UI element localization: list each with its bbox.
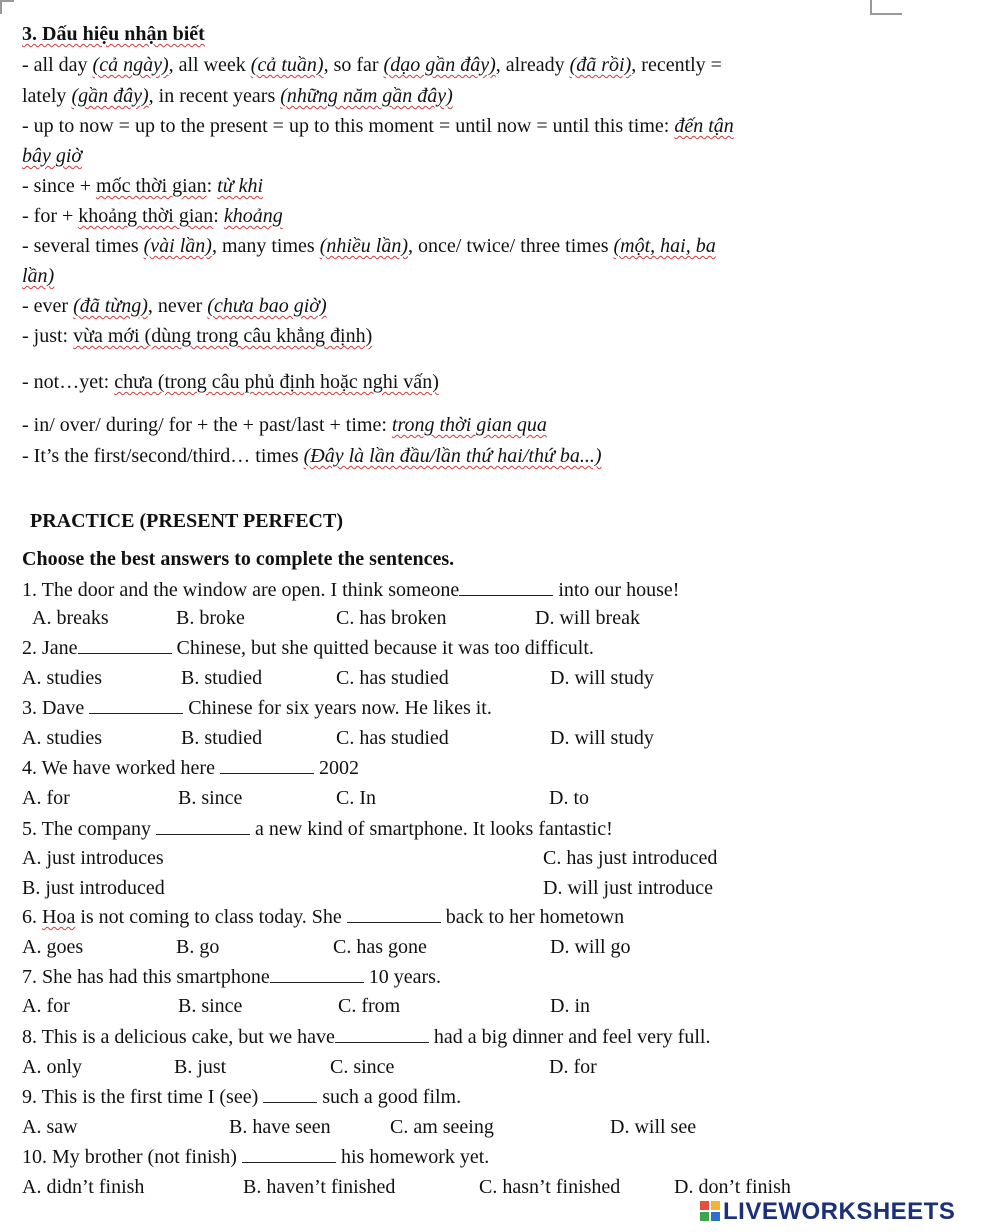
option-d[interactable]: D. for [549,1056,597,1078]
text: lately [22,85,72,107]
translation: (đã rồi) [569,54,632,76]
page-corner-right-top [870,13,902,15]
translation: vừa mới (dùng trong câu khẳng định) [73,325,373,347]
translation: khoảng [223,205,283,227]
option-d[interactable]: D. will study [550,667,654,689]
option-b[interactable]: B. haven’t finished [243,1176,396,1198]
term: mốc thời gian [96,175,207,197]
option-d[interactable]: D. will study [550,727,654,749]
heading-text: 3. Dấu hiệu nhận biết [22,23,205,45]
question-7 [22,965,441,989]
option-c[interactable]: C. has just introduced [543,847,718,869]
question-text: had a big dinner and feel very full. [428,1026,711,1048]
signal-line-11 [22,370,439,394]
question-text: 8. This is a delicious cake, but we have [22,1026,335,1048]
term: khoảng thời gian [78,205,214,227]
text: , already [495,54,570,76]
option-d[interactable]: D. in [550,995,590,1017]
translation: (Đây là lần đầu/lần thứ hai/thứ ba...) [303,445,602,467]
translation: bây giờ [22,145,83,167]
translation: (cả tuần) [250,54,324,76]
question-5 [22,817,613,841]
liveworksheets-logo [700,1198,992,1228]
option-a[interactable]: A. for [22,995,70,1017]
text: : [213,205,224,227]
answer-blank[interactable] [347,906,441,923]
text: , all week [168,54,251,76]
text: - not…yet: [22,371,115,393]
option-d[interactable]: D. will go [550,936,631,958]
question-text: 10. My brother (not finish) [22,1146,242,1168]
text: , recently = [631,54,722,76]
text: , so far [323,54,384,76]
option-d[interactable]: D. will see [610,1116,697,1138]
answer-blank[interactable] [270,966,364,983]
answer-blank[interactable] [89,697,183,714]
option-c[interactable]: C. has studied [336,667,449,689]
translation: (những năm gần đây) [280,85,453,107]
text: - just: [22,325,74,347]
answer-blank[interactable] [335,1026,429,1043]
question-text: 7. She has had this smartphone [22,966,270,988]
option-d[interactable]: D. don’t finish [674,1176,791,1198]
signal-line-7 [22,234,716,258]
option-b[interactable]: B. just [174,1056,227,1078]
text: , many times [211,235,320,257]
question-text: 5. The company [22,818,157,840]
question-text: 6. [22,906,42,928]
option-c[interactable]: C. In [336,787,376,809]
option-c[interactable]: C. has gone [333,936,427,958]
signal-line-3 [22,114,734,138]
answer-blank[interactable] [78,637,172,654]
text: - in/ over/ during/ for + the + past/last + time: [22,414,392,436]
liveworksheets-icon [700,1201,720,1221]
option-c[interactable]: C. from [338,995,401,1017]
option-a[interactable]: A. for [22,787,70,809]
question-text: Chinese for six years now. He likes it. [183,697,492,719]
translation: từ khi [217,175,264,197]
signal-line-1 [22,53,722,77]
text: - since + [22,175,97,197]
question-text: 2002 [313,757,359,779]
text: - It’s the first/second/third… times [22,445,304,467]
option-a[interactable]: A. didn’t finish [22,1176,145,1198]
translation: (một, hai, ba [613,235,716,257]
question-8 [22,1025,710,1049]
option-c[interactable]: C. am seeing [390,1116,494,1138]
question-text: a new kind of smartphone. It looks fantastic! [250,818,613,840]
translation: (nhiều lần) [319,235,409,257]
text: - up to now = up to the present = up to this moment = until now = until this time: [22,115,675,137]
text: - all day [22,54,93,76]
page-corner-left-top [0,0,14,2]
translation: (chưa bao giờ) [207,295,327,317]
page-corner-left [0,0,2,14]
logo-text: LIVEWORKSHEETS [723,1198,956,1225]
text: - for + [22,205,79,227]
option-d[interactable]: D. will just introduce [543,877,713,899]
translation: chưa (trong câu phủ định hoặc nghi vấn) [114,371,439,393]
text: - ever [22,295,74,317]
option-c[interactable]: C. has broken [336,607,447,629]
signal-line-10 [22,324,372,348]
question-text: 2. Jane [22,637,78,659]
question-text: 4. We have worked here [22,757,220,779]
option-d[interactable]: D. to [549,787,589,809]
option-d[interactable]: D. will break [535,607,640,629]
signal-line-5 [22,174,263,198]
question-text: into our house! [553,579,680,601]
translation: lần) [22,265,55,287]
translation: (cả ngày) [92,54,169,76]
signal-line-2 [22,84,453,108]
text: , never [147,295,208,317]
option-b[interactable]: B. broke [176,607,245,629]
signal-line-6 [22,204,283,228]
question-1 [22,578,679,602]
question-text: his homework yet. [335,1146,490,1168]
option-a[interactable]: A. only [22,1056,82,1078]
text: , in recent years [148,85,281,107]
answer-blank[interactable] [242,1146,336,1163]
option-a[interactable]: A. studies [22,667,102,689]
instruction: Choose the best answers to complete the sentences. [22,548,455,570]
question-3 [22,696,492,720]
practice-title: PRACTICE (PRESENT PERFECT) [30,510,343,532]
answer-blank[interactable] [263,1086,317,1103]
question-text: 1. The door and the window are open. I think someone [22,579,460,601]
text: , once/ twice/ three times [408,235,614,257]
signal-line-9 [22,294,327,318]
signal-line-8 [22,264,54,288]
question-9 [22,1085,461,1109]
question-name: Hoa [42,906,76,928]
question-text: back to her hometown [440,906,625,928]
question-text: 3. Dave [22,697,90,719]
option-c[interactable]: C. has studied [336,727,449,749]
text: - several times [22,235,144,257]
translation: (đã từng) [73,295,148,317]
section-heading [22,22,205,46]
option-a[interactable]: A. studies [22,727,102,749]
option-b[interactable]: B. just introduced [22,877,165,899]
signal-line-4 [22,144,82,168]
question-10 [22,1145,489,1169]
page-corner-right [870,0,872,14]
translation: (gần đây) [71,85,149,107]
translation: (vài lần) [143,235,212,257]
question-text: 10 years. [363,966,441,988]
option-b[interactable]: B. studied [181,727,263,749]
question-6 [22,905,624,929]
option-b[interactable]: B. have seen [229,1116,331,1138]
signal-line-12 [22,413,547,437]
text: : [206,175,218,197]
signal-line-13 [22,444,602,468]
option-c[interactable]: C. since [330,1056,395,1078]
question-text: such a good film. [317,1086,462,1108]
option-b[interactable]: B. since [178,995,243,1017]
option-a[interactable]: A. breaks [32,607,109,629]
answer-blank[interactable] [459,579,553,596]
question-text: 9. This is the first time I (see) [22,1086,264,1108]
translation: trong thời gian qua [391,414,547,436]
question-4 [22,756,359,780]
answer-blank[interactable] [220,757,314,774]
option-c[interactable]: C. hasn’t finished [479,1176,621,1198]
question-text: Chinese, but she quitted because it was too difficult. [171,637,594,659]
option-a[interactable]: A. goes [22,936,84,958]
option-a[interactable]: A. saw [22,1116,78,1138]
option-b[interactable]: B. since [178,787,243,809]
option-b[interactable]: B. go [176,936,220,958]
option-b[interactable]: B. studied [181,667,263,689]
question-2 [22,636,594,660]
translation: (dạo gần đây) [383,54,496,76]
question-text: is not coming to class today. She [75,906,347,928]
translation: đến tận [674,115,734,137]
option-a[interactable]: A. just introduces [22,847,164,869]
answer-blank[interactable] [156,818,250,835]
